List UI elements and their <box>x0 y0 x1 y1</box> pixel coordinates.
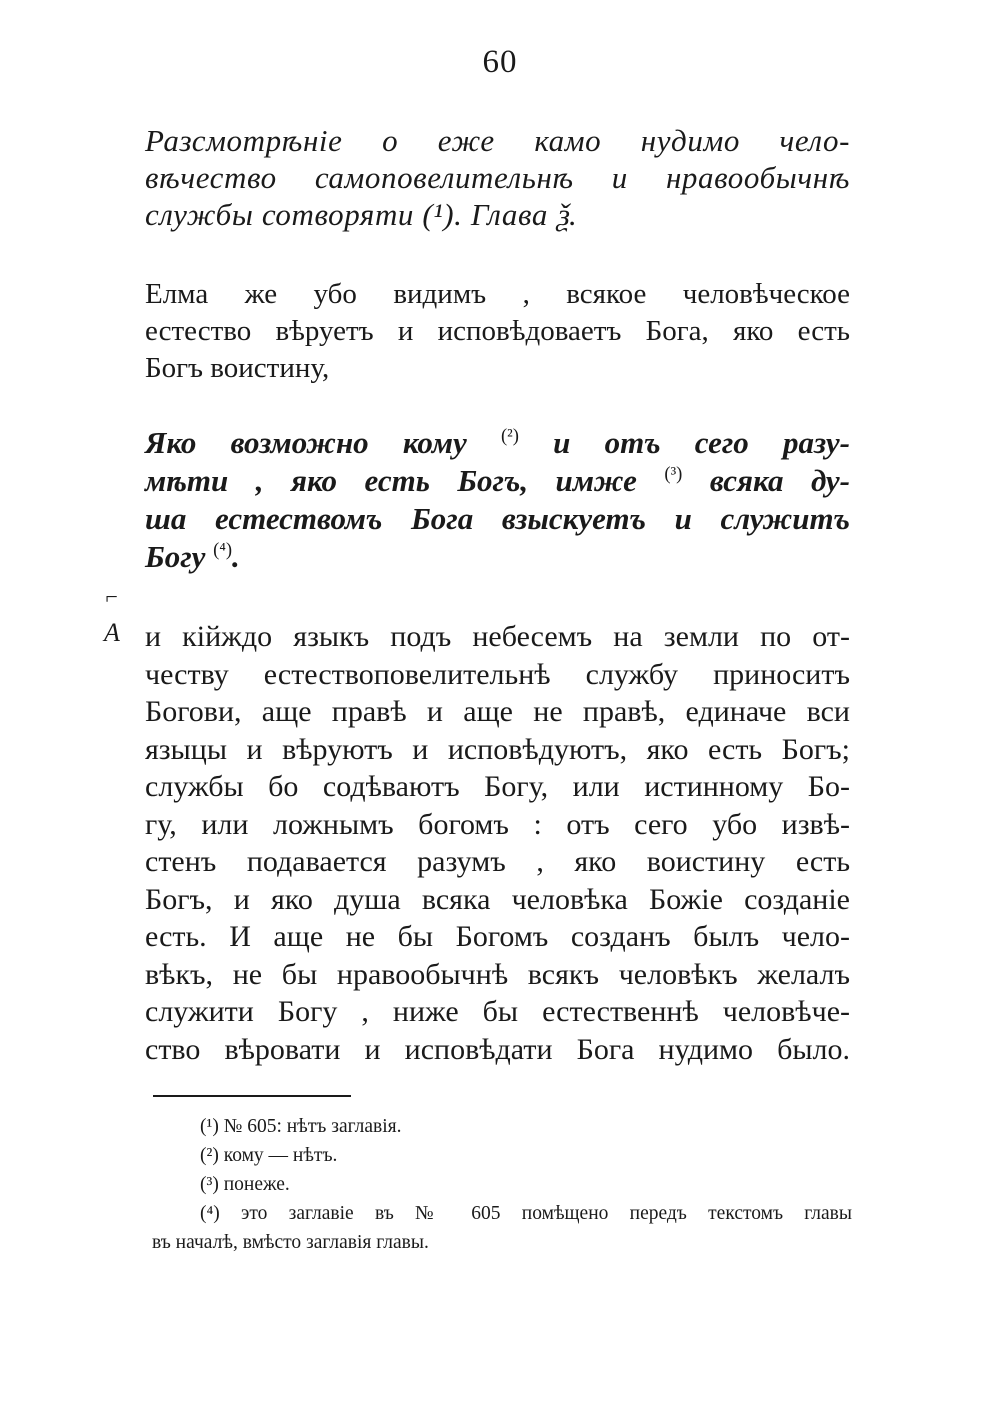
chapter-title-tail: . Глава ѯ. <box>454 197 578 232</box>
main-line: стенъ подавается разумъ , яко воистину есть <box>145 845 850 878</box>
intro-line: Богъ воистину, <box>145 352 330 384</box>
main-line: есть. И аще не бы Богомъ созданъ былъ чело- <box>145 920 850 953</box>
footnotes <box>152 1112 852 1257</box>
intro-paragraph <box>145 276 850 387</box>
chapter-title <box>145 122 850 233</box>
main-line: и кійждо языкъ подъ небесемъ на земли по от- <box>145 620 850 653</box>
italic-line <box>145 538 850 576</box>
main-paragraph <box>145 618 850 1068</box>
footnote-ref: (⁴) <box>213 539 233 561</box>
footnote-item: (³) понеже. <box>200 1174 290 1195</box>
italic-text: мѣти , яко есть Богъ, имже <box>145 463 637 498</box>
footnote-ref: (³) <box>664 463 683 485</box>
main-line: вѣкъ, не бы нравообычнѣ всякъ человѣкъ желалъ <box>145 957 850 991</box>
intro-line: Елма же убо видимъ , всякое человѣческое <box>145 278 850 310</box>
footnote-item: (⁴) это заглавіе въ № 605 помѣщено передъ текстомъ главы <box>200 1203 852 1224</box>
main-line: честву естествоповелительнѣ службу приноситъ <box>145 657 850 691</box>
chapter-title-text: службы сотворяти <box>145 197 415 232</box>
italic-text: и отъ сего разу- <box>553 425 850 460</box>
margin-mark: ⌐ <box>104 584 119 609</box>
main-line: Богови, аще правѣ и аще не правѣ, единаче вси <box>145 695 850 728</box>
page-number: 60 <box>482 44 518 80</box>
footnote-ref: (¹) <box>422 197 455 232</box>
main-line: ство вѣровати и исповѣдати Бога нудимо было. <box>145 1032 850 1066</box>
italic-text: Богу <box>145 539 206 574</box>
footnote-item: (¹) № 605: нѣтъ заглавія. <box>200 1116 402 1137</box>
italic-text: . <box>232 539 240 574</box>
italic-line <box>145 462 850 500</box>
main-line: языцы и вѣруютъ и исповѣдуютъ, яко есть Богъ; <box>145 732 850 766</box>
chapter-title-line: Разсмотрѣніе о еже камо нудимо чело- <box>145 123 850 158</box>
main-line: служити Богу , ниже бы естественнѣ человѣче- <box>145 995 850 1028</box>
chapter-title-line: вѣчество самоповелительнѣ и нравообычнѣ <box>145 160 850 195</box>
main-line: гу, или ложнымъ богомъ : отъ сего убо извѣ- <box>145 807 850 841</box>
footnote-item: (²) кому — нѣтъ. <box>200 1145 338 1166</box>
main-line: Богъ, и яко душа всяка человѣка Божіе созданіе <box>145 882 850 916</box>
italic-text: Яко возможно кому <box>145 425 467 460</box>
chapter-title-line <box>145 196 850 233</box>
italic-line <box>145 424 850 462</box>
intro-line: естество вѣруетъ и исповѣдоваетъ Бога, яко есть <box>145 315 850 347</box>
main-line: службы бо содѣваютъ Богу, или истинному Бо- <box>145 770 850 803</box>
margin-mark-letter: А <box>104 618 120 647</box>
italic-text: всяка ду- <box>709 463 850 498</box>
italic-line: ша естествомъ Бога взыскуетъ и служитъ <box>145 501 850 536</box>
italic-heading-paragraph <box>145 424 850 576</box>
footnote-continuation: въ началѣ, вмѣсто заглавія главы. <box>152 1232 429 1253</box>
footnote-ref: (²) <box>500 425 519 447</box>
footnote-divider <box>153 1095 351 1097</box>
